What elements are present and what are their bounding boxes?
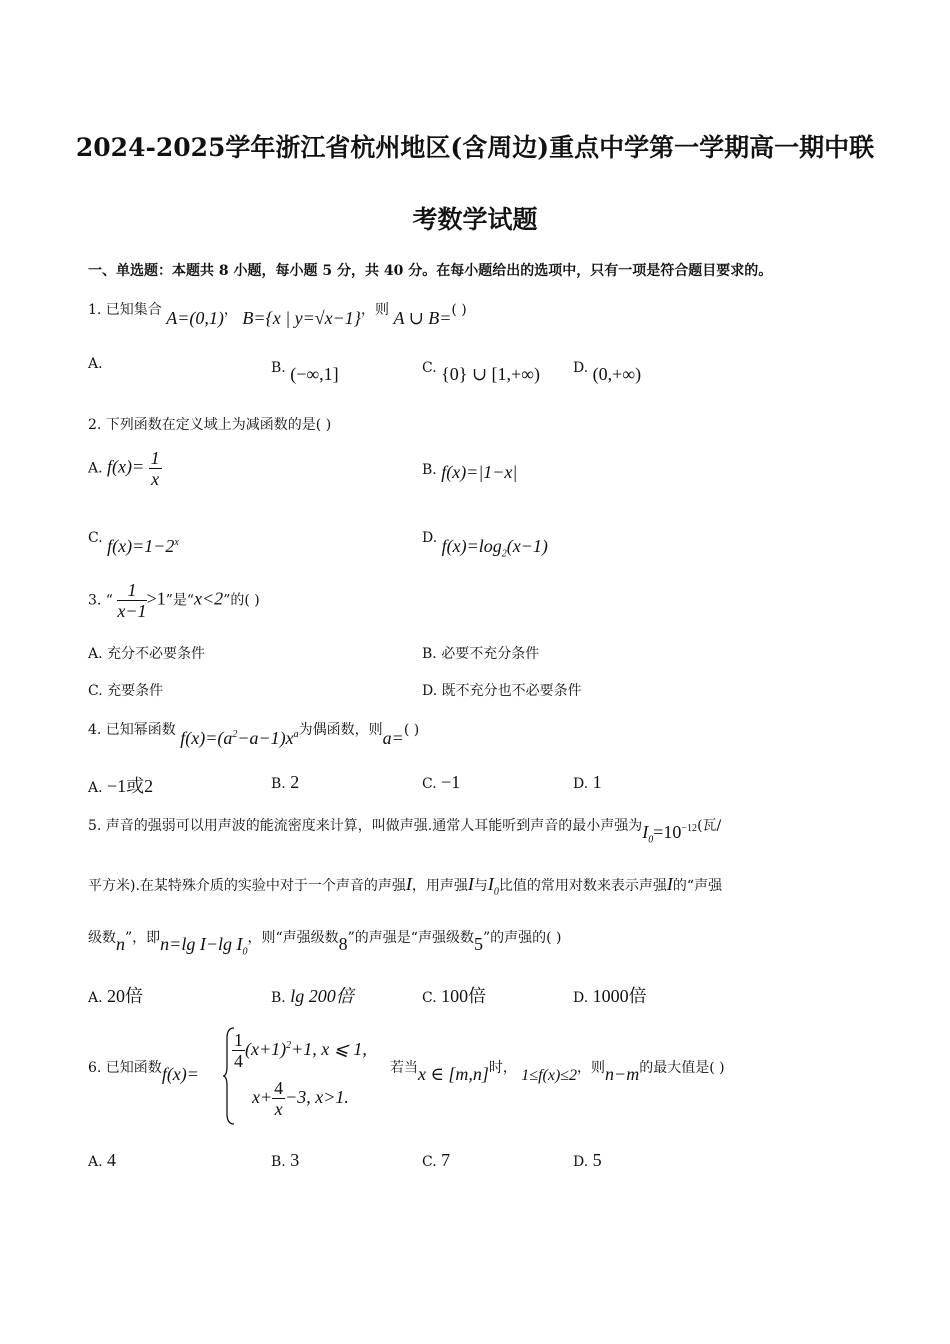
option-label: C. [422,1154,437,1170]
option-text: {0} ∪ [1,+∞) [441,364,540,384]
q6-range: 1≤f(x)≤2 [521,1067,578,1084]
question-1 [88,298,467,328]
option-label: C. [422,990,437,1006]
option-text: 2 [290,772,300,792]
q5-option-a [88,982,143,1008]
option-label: A. [88,780,103,796]
fraction [232,1030,245,1071]
fraction [149,448,162,489]
q6-text: 若当 [390,1060,418,1076]
q6-func: f(x)= [161,1064,199,1084]
q1-then: ，则 [361,302,389,318]
option-label: B. [271,990,286,1006]
q5-text: 与 [473,878,488,894]
superscript: −12 [681,823,698,834]
q4-option-b [271,772,299,793]
numerator: 1 [150,448,160,468]
q3-gt: >1 [146,588,166,609]
question-4 [88,718,420,748]
q4-expr: a= [382,728,404,748]
option-text: lg 200倍 [290,986,354,1006]
option-label: C. [422,360,437,376]
section-header: 一、单选题：本题共 8 小题，每小题 5 分，共 40 分。在每小题给出的选项中，只有一项是符合题目要求的。 [88,263,773,279]
q5-i0: I [642,822,649,842]
q3-option-a [88,643,205,663]
option-label: D. [573,1154,589,1170]
option-text: 3 [290,1150,300,1170]
q5-I: I [467,874,474,894]
q5-I: I [405,874,412,894]
question-3 [88,580,260,621]
option-label: A. [88,990,103,1006]
question-6-prefix [88,1056,199,1084]
option-label: C. [422,776,437,792]
question-5-line2 [88,874,722,898]
option-text: 100倍 [441,986,487,1006]
q5-eight: 8 [338,934,348,954]
q3-cond: x<2 [194,588,224,609]
denominator: 4 [234,1051,243,1071]
fraction [272,1078,285,1119]
q5-text: ，用声强 [411,878,468,894]
q4-mid: 为偶函数，则 [298,722,383,738]
q5-text: 平方米).在某特殊介质的实验中对于一个声音的声强 [88,878,406,894]
superscript: a [293,729,299,740]
q5-n: n [116,934,125,954]
option-text: 既不充分也不必要条件 [441,683,582,699]
q6-option-c [422,1150,450,1171]
q3-option-d [422,680,582,700]
q5-I: I [666,874,673,894]
piecewise-case-1: $\frac{1}{4}$ $(x+1)^2+1$, x ⩽ 1, [234,1030,367,1071]
case-text: (x+1) [245,1039,287,1059]
q4-option-a [88,772,153,798]
question-5-line3 [88,926,562,958]
page-title: 2024-2025学年浙江省杭州地区(含周边)重点中学第一学期高一期中联 [75,133,875,162]
q6-text: ，则 [577,1060,606,1076]
q4-prefix: 4. 已知幂函数 [88,722,176,738]
q1-option-a [88,356,103,372]
piecewise-case-2 [252,1078,349,1119]
q3-option-c [88,680,163,700]
case-text: x+ [252,1087,273,1107]
q3-suffix: ”的( ) [223,592,260,609]
option-text: 7 [441,1150,451,1170]
q5-unit: (瓦/ [697,818,722,834]
q6-text: 时， [488,1060,517,1076]
q6-option-a [88,1150,116,1171]
page-title-line2: 考数学试题 [412,205,538,234]
q6-domain: x ∈ [m,n] [418,1064,489,1084]
question-2: 2. 下列函数在定义域上为减函数的是( ) [88,417,332,433]
option-text: 5 [592,1150,602,1170]
q1-prefix: 1. 已知集合 [88,302,162,318]
q5-i0: I [487,874,494,894]
q5-text: 5. 声音的强弱可以用声波的能流密度来计算，叫做声强.通常人耳能听到声音的最小声强为 [88,818,643,834]
q1-option-c [422,356,540,384]
q5-five: 5 [473,934,483,954]
denominator: x [151,469,160,489]
option-label: B. [271,1154,286,1170]
option-text: 必要不充分条件 [441,646,540,662]
q5-text: ”的声强的( ) [482,930,562,946]
q5-text: 的“声强 [672,878,723,894]
option-text: 20倍 [107,986,144,1006]
numerator: 1 [117,580,146,601]
option-label: B. [271,360,286,376]
q5-text: ”，即 [125,930,161,946]
q3-prefix: 3. “ [88,592,113,609]
q5-eq: =10 [653,822,682,842]
option-text: (−∞,1] [290,364,339,384]
q4-func: f(x)=(a [180,728,233,748]
option-text: f(x)=|1−x| [441,462,518,482]
q6-text: 的最大值是( ) [639,1060,725,1076]
q2-option-b [422,458,518,482]
q5-text: 级数 [88,930,116,946]
q5-text: ，则“声强级数 [247,930,339,946]
subscript: 0 [648,834,654,846]
q1-set-a: A=(0,1) [166,308,224,328]
q6-prefix: 6. 已知函数 [88,1060,162,1076]
numerator: 1 [234,1030,243,1050]
option-label: C. [88,683,103,699]
q4-option-c [422,772,460,793]
option-text: 1 [592,772,602,792]
option-text-tail: (x−1) [506,536,548,556]
option-label: A. [88,460,103,477]
denominator: x [274,1099,283,1119]
option-label: A. [88,356,103,372]
numerator: 4 [274,1078,284,1098]
option-text: −1或2 [107,776,154,796]
option-label: D. [573,776,589,792]
q5-option-b [271,982,354,1008]
q4-option-d [573,772,602,793]
q1-option-d [573,356,642,384]
option-text: f(x)=log [441,536,502,556]
option-text: 4 [107,1150,117,1170]
q1-expr: A ∪ B= [393,308,452,328]
superscript: x [174,537,179,548]
q1-option-b [271,356,339,384]
option-label: D. [422,683,438,699]
q6-option-d [573,1150,602,1171]
option-label: B. [422,462,437,478]
option-label: B. [422,646,437,662]
q5-option-d [573,982,647,1008]
q2-option-d [422,526,548,560]
q1-paren: ( ) [451,302,467,318]
q2-option-a [88,448,162,489]
question-5-line1 [88,814,722,846]
option-label: D. [573,360,589,376]
q5-text: 比值的常用对数来表示声强 [498,878,667,894]
option-text: 充分不必要条件 [107,646,206,662]
option-text: f(x)= [107,456,145,477]
option-label: A. [88,1154,103,1170]
option-label: C. [88,530,103,546]
q4-paren: ( ) [403,722,420,738]
subscript: 2 [501,548,507,560]
q2-option-c [88,526,179,556]
denominator: x−1 [117,601,147,621]
option-label: A. [88,646,103,662]
subscript: 0 [242,946,248,958]
question-6-rest [390,1056,725,1084]
option-text: f(x)=1−2 [107,536,175,556]
option-label: B. [271,776,286,792]
fraction [117,580,146,621]
case-text: −3, x>1. [285,1087,349,1107]
superscript: 2 [232,729,238,740]
q1-set-b: B={x | y=√x−1} [242,308,361,328]
q5-text: ”的声强是“声强级数 [347,930,474,946]
q3-option-b [422,643,539,663]
subscript: 0 [493,886,499,898]
option-text: 1000倍 [592,986,647,1006]
q5-option-c [422,982,486,1008]
option-text: −1 [441,772,461,792]
q1-comma: ， [223,302,238,318]
q4-func2: −a−1)x [237,728,294,748]
option-text: (0,+∞) [592,364,642,384]
case-text: +1, x ⩽ 1, [291,1039,367,1059]
q6-option-b [271,1150,299,1171]
option-label: D. [573,990,589,1006]
option-text: 充要条件 [107,683,164,699]
q3-mid: ”是“ [165,592,195,609]
q6-expr: n−m [605,1064,640,1084]
q5-formula: n=lg I−lg I [160,934,243,954]
option-label: D. [422,530,438,546]
